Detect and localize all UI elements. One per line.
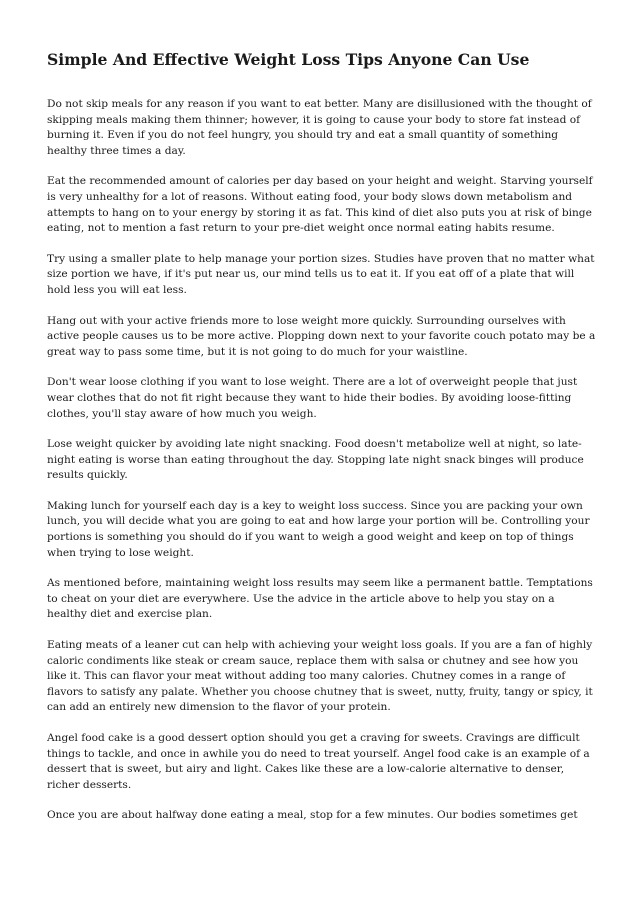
paragraph: Try using a smaller plate to help manage your portion sizes. Studies have proven that no matter what size portion we have, if it's put near us, our mind tells us to eat it. If you eat off of a plate that will hold less you will eat less. (47, 252, 595, 296)
paragraph: Hang out with your active friends more to lose weight more quickly. Surrounding ourselves with active people causes us to be more active. Plopping down next to your favorite couch potato may be a great way to pass some time, but it is not going to do much for your waistline. (47, 314, 596, 358)
document-page (47, 50, 597, 839)
page-title: Simple And Effective Weight Loss Tips Anyone Can Use (47, 50, 530, 69)
paragraph: As mentioned before, maintaining weight loss results may seem like a permanent battle. Temptations to cheat on your diet are everywhere. Use the advice in the article above to help you stay on a healthy diet and exercise plan. (47, 577, 593, 621)
paragraph: Lose weight quicker by avoiding late night snacking. Food doesn't metabolize well at night, so late-night eating is worse than eating throughout the day. Stopping late night snack binges will produce results quickly. (47, 438, 584, 482)
paragraph: Do not skip meals for any reason if you want to eat better. Many are disillusioned with the thought of skipping meals making them thinner; however, it is going to cause your body to store fat instead of burning it. Even if you do not feel hungry, you should try and eat a small quantity of something healthy three times a day. (47, 98, 592, 157)
paragraph: Angel food cake is a good dessert option should you get a craving for sweets. Cravings are difficult things to tackle, and once in awhile you do need to treat yourself. Angel food cake is an example of a dessert that is sweet, but airy and light. Cakes like these are a low-calorie alternative to denser, richer desserts. (47, 732, 590, 791)
paragraph: Eat the recommended amount of calories per day based on your height and weight. Starving yourself is very unhealthy for a lot of reasons. Without eating food, your body slows down metabolism and attempts to hang on to your energy by storing it as fat. This kind of diet also puts you at risk of binge eating, not to mention a fast return to your pre-diet weight once normal eating habits resume. (47, 175, 593, 235)
paragraph: Once you are about halfway done eating a meal, stop for a few minutes. Our bodies sometimes get (47, 809, 578, 822)
paragraph: Don't wear loose clothing if you want to lose weight. There are a lot of overweight people that just wear clothes that do not fit right because they want to hide their bodies. By avoiding loose-fitting clothes, you'll stay aware of how much you weigh. (47, 376, 578, 420)
paragraph: Eating meats of a leaner cut can help with achieving your weight loss goals. If you are a fan of highly caloric condiments like steak or cream sauce, replace them with salsa or chutney and see how you like it. This can flavor your meat without adding too many calories. Chutney comes in a range of flavors to satisfy any palate. Whether you choose chutney that is sweet, nutty, fruity, tangy or spicy, it can add an entirely new dimension to the flavor of your protein. (47, 639, 593, 714)
paragraph: Making lunch for yourself each day is a key to weight loss success. Since you are packing your own lunch, you will decide what you are going to eat and how large your portion will be. Controlling your portions is something you should do if you want to weigh a good weight and keep on top of things when trying to lose weight. (47, 499, 590, 559)
